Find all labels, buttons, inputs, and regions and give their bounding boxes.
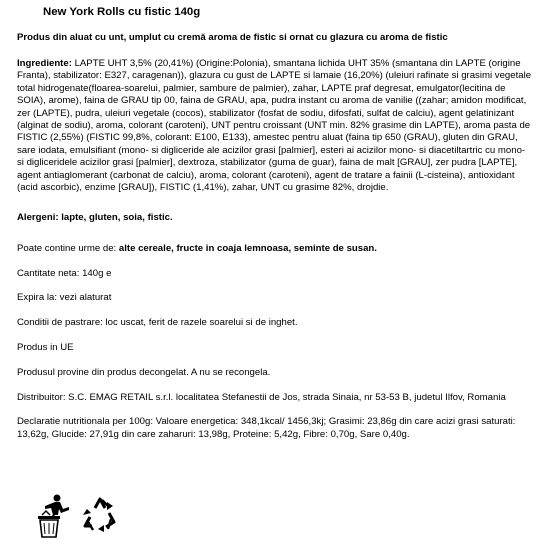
- net-quantity: Cantitate neta: 140g e: [17, 267, 112, 279]
- distributor: Distribuitor: S.C. EMAG RETAIL s.r.l. localitatea Stefanestii de Jos, strada Sinaia, nr 53-53 B, judetul Ilfov, Romania: [17, 391, 506, 403]
- ingredients-label: Ingrediente:: [17, 58, 72, 69]
- traces-value: alte cereale, fructe in coaja lemnoasa, seminte de susan.: [118, 242, 377, 254]
- ingredients-paragraph: [17, 58, 532, 194]
- label-body: [17, 58, 532, 454]
- storage-conditions: Conditii de pastrare: loc uscat, ferit de razele soarelui si de inghet.: [17, 317, 298, 329]
- origin: Produs in UE: [17, 342, 74, 354]
- nutrition-declaration: Declaratie nutritionala per 100g: Valoare energetica: 348,1kcal/ 1456,3kj; Grasimi: 23,86g din care acizi grasi saturati: 13,62g, Glucide: 27,91g din care zaharuri: 13,98g, Proteine: 5,42g, Fibre: 0,70g, Sare 0,40g.: [17, 416, 516, 440]
- product-subtitle: Produs din aluat cu unt, umplut cu cremă aroma de fistic si ornat cu glazura cu aroma de fistic: [17, 32, 448, 43]
- expiry-date: Expira la: vezi alaturat: [17, 292, 112, 304]
- allergens-text: Alergeni: lapte, gluten, soia, fistic.: [17, 212, 173, 224]
- disposal-icons: [36, 494, 122, 538]
- product-title: New York Rolls cu fistic 140g: [43, 6, 201, 18]
- allergens-paragraph: [17, 212, 532, 224]
- recycling-arrows-icon: [80, 494, 122, 536]
- tidyman-recycle-bin-icon: [36, 494, 74, 538]
- defrost-note: Produsul provine din produs decongelat. A nu se recongela.: [17, 366, 271, 378]
- traces-paragraph: [17, 243, 532, 255]
- traces-label: Poate contine urme de:: [17, 242, 119, 254]
- ingredients-text: LAPTE UHT 3,5% (20,41%) (Origine:Polonia), smantana lichida UHT 35% (smantana din LAPTE (origine Franta), stabilizator: E327, caragenan)), glazura cu gust de LAPTE si lamaie (16,20%) (uleiuri rafinate si grasimi vegetale total hidrogenate(floarea-soarelui, palmier, sambure de palmier), zahar, LAPTE praf degresat, emulgator(lecitina de SOIA), arome), faina de GRAU tip 00, faina de GRAU, apa, pudra instant cu aroma de vanilie ((zahar; amidon modificat, zer (LAPTE), pudra, uleiuri vegetale (cocos), stabilizator (fosfat de sodiu, difosfati, sulfat de calciu), agent gelatinizant (alginat de sodiu), aroma, colorant (caroteni), UNT pentru croissant (UNT min. 82% grasime din LAPTE), aroma pasta de FISTIC (2,55%) (FISTIC 99,8%, colorant: E100, E133), amestec pentru aluat (faina tip 650 (GRAU), gluten din GRAU, sare iodata, emulsifiant (mono- si digliceride ale acizilor grasi [palmier], esteri ai acizilor mono- si diacetiltartric cu mono- si digliceridele acizilor grasi [palmier], dextroza, stabilizator (guma de guar), faina de malt [GRAU], zer pudra [LAPTE], agent antiaglomerant (carbonat de calciu), aroma, colorant (caroteni), agent de tratare a fainii (L-cisteina), antioxidant (acid ascorbic), enzime [GRAU]), FISTIC (1,41%), zahar, UNT cu grasime 82%, drojdie.: [17, 58, 532, 194]
